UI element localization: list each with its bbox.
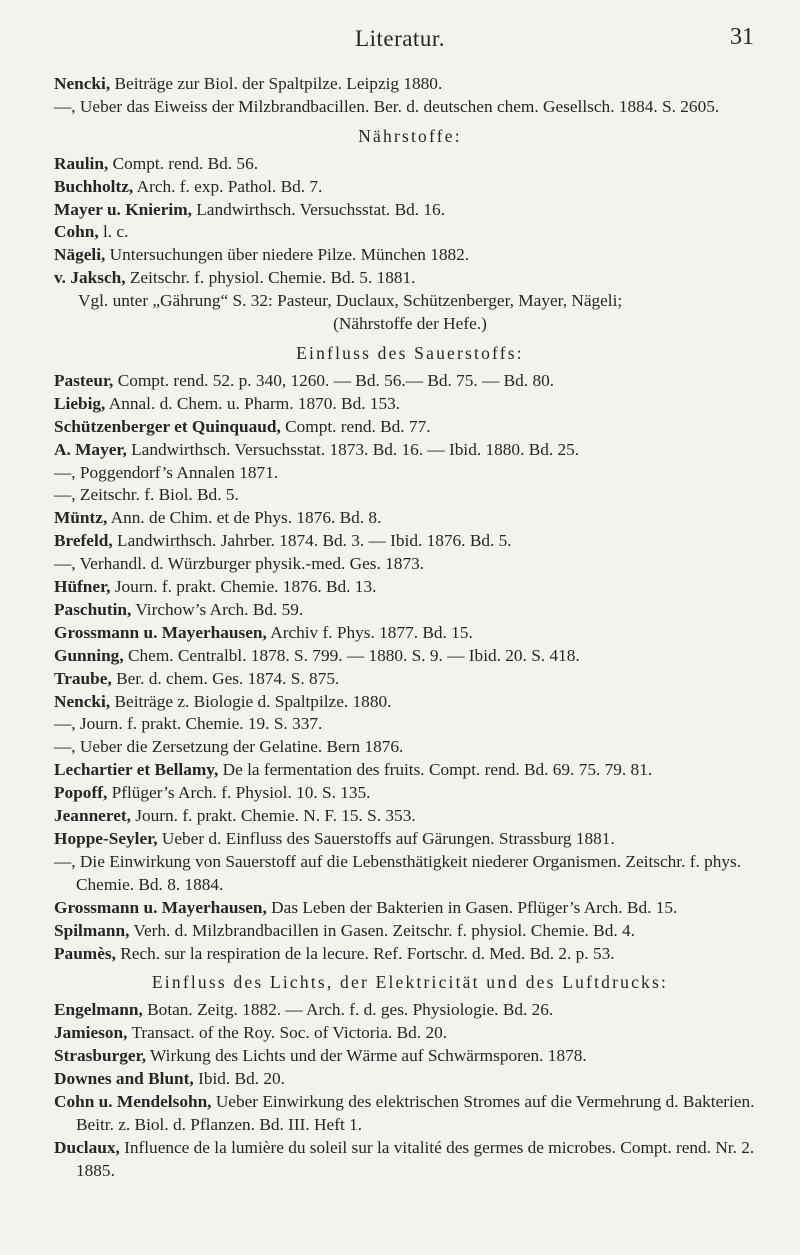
- entry-citation: l. c.: [98, 222, 129, 242]
- entry-author: Pasteur,: [54, 370, 114, 390]
- bibliography-entry: [54, 691, 766, 714]
- bibliography-entry: [54, 736, 766, 759]
- bibliography-entry: [54, 576, 766, 599]
- bibliography-entry: [54, 199, 766, 222]
- entry-citation: Ber. d. chem. Ges. 1874. S. 875.: [111, 668, 340, 688]
- bibliography-entry: [54, 439, 766, 462]
- entry-citation: Compt. rend. Bd. 56.: [108, 153, 259, 173]
- section-heading: Einfluss des Sauerstoffs:: [296, 342, 524, 363]
- entry-author: Gunning,: [54, 645, 124, 665]
- entry-author: Nencki,: [54, 74, 111, 93]
- bibliography-entry: [54, 943, 766, 966]
- bibliography-entry: [54, 645, 766, 668]
- entry-author: Cohn,: [54, 222, 99, 242]
- bibliography-entry: [54, 416, 766, 439]
- entry-author: Hüfner,: [54, 577, 111, 597]
- cross-reference-note: Vgl. unter „Gährung“ S. 32: Pasteur, Duclaux, Schützenberger, Mayer, Nägeli;: [78, 291, 623, 311]
- entry-author: Engelmann,: [54, 1000, 143, 1020]
- entry-author: Jamieson,: [54, 1023, 128, 1043]
- entry-citation: Arch. f. exp. Pathol. Bd. 7.: [133, 176, 323, 196]
- bibliography-entry: [54, 782, 766, 805]
- bibliography-entry: [54, 96, 766, 119]
- entry-author: Duclaux,: [54, 1137, 120, 1157]
- page-number: 31: [730, 24, 754, 50]
- entry-author: Müntz,: [54, 508, 108, 528]
- entry-author: Jeanneret,: [54, 806, 131, 826]
- bibliography-entry: [54, 370, 766, 393]
- entry-citation: Rech. sur la respiration de la lecure. Ref. Fortschr. d. Med. Bd. 2. p. 53.: [115, 943, 615, 963]
- entry-citation: Beiträge z. Biologie d. Spaltpilze. 1880.: [110, 691, 392, 711]
- bibliography-entry: [54, 920, 766, 943]
- bibliography-entry: [54, 244, 766, 267]
- entry-citation: Ueber d. Einfluss des Sauerstoffs auf Gärungen. Strassburg 1881.: [157, 829, 615, 848]
- entry-author: Downes and Blunt,: [54, 1069, 194, 1089]
- bibliography-entry: [54, 851, 766, 897]
- bibliography-entry: [54, 484, 766, 507]
- entry-author: Raulin,: [54, 153, 109, 173]
- bibliography-entry: [54, 759, 766, 782]
- entry-author: Nencki,: [54, 691, 111, 711]
- entry-citation: Compt. rend. 52. p. 340, 1260. — Bd. 56.— Bd. 75. — Bd. 80.: [113, 370, 555, 390]
- bibliography-entry: [54, 999, 766, 1022]
- entry-citation: Pflüger’s Arch. f. Physiol. 10. S. 135.: [107, 783, 371, 803]
- entry-author: Schützenberger et Quinquaud,: [54, 416, 281, 436]
- entry-citation: Wirkung des Lichts und der Wärme auf Schwärmsporen. 1878.: [146, 1046, 587, 1066]
- entry-author: Paschutin,: [54, 599, 132, 619]
- entry-citation: Chem. Centralbl. 1878. S. 799. — 1880. S. 9. — Ibid. 20. S. 418.: [123, 645, 580, 665]
- entry-citation: Compt. rend. Bd. 77.: [280, 416, 431, 436]
- entry-citation: Beiträge zur Biol. der Spaltpilze. Leipzig 1880.: [110, 74, 443, 93]
- entry-citation: Ueber Einwirkung des elektrischen Stromes auf die Vermehrung d. Bakterien. Beitr. z. Biol. d. Pflanzen. Bd. III. Heft 1.: [76, 1091, 755, 1134]
- cross-reference-note: (Nährstoffe der Hefe.): [333, 314, 487, 334]
- bibliography-entry: [54, 176, 766, 199]
- bibliography-entry: [54, 393, 766, 416]
- bibliography-entry: [54, 553, 766, 576]
- bibliography-entry: [54, 462, 766, 485]
- entry-citation: Annal. d. Chem. u. Pharm. 1870. Bd. 153.: [105, 393, 401, 413]
- entry-citation: Archiv f. Phys. 1877. Bd. 15.: [266, 622, 473, 642]
- bibliography-entry: [54, 221, 766, 244]
- bibliography-entry: [54, 507, 766, 530]
- bibliography-entry: [54, 1045, 766, 1068]
- entry-author: Liebig,: [54, 393, 106, 413]
- bibliography-entry: [54, 153, 766, 176]
- running-title: Literatur.: [355, 26, 445, 51]
- bibliography-entry: [54, 897, 766, 920]
- page-header: [0, 16, 800, 56]
- bibliography-entry: [54, 622, 766, 645]
- entry-author: Paumès,: [54, 943, 116, 963]
- entry-author: Brefeld,: [54, 531, 113, 551]
- entry-citation: Untersuchungen über niedere Pilze. München 1882.: [105, 245, 470, 265]
- section-heading: Nährstoffe:: [358, 125, 462, 146]
- entry-citation: Ibid. Bd. 20.: [193, 1069, 285, 1089]
- bibliography-entry: [54, 713, 766, 736]
- entry-author: Mayer u. Knierim,: [54, 199, 192, 219]
- entry-author: Spilmann,: [54, 920, 130, 940]
- entry-citation: Virchow’s Arch. Bd. 59.: [131, 599, 304, 619]
- bibliography-entry: [54, 73, 766, 96]
- entry-citation: Transact. of the Roy. Soc. of Victoria. Bd. 20.: [127, 1023, 448, 1043]
- entry-citation: —, Verhandl. d. Würzburger physik.-med. Ges. 1873.: [54, 554, 425, 574]
- entry-author: Lechartier et Bellamy,: [54, 760, 219, 780]
- bibliography-entry: [54, 805, 766, 828]
- entry-author: Buchholtz,: [54, 176, 134, 196]
- entry-citation: —, Ueber die Zersetzung der Gelatine. Bern 1876.: [54, 737, 404, 757]
- entry-citation: —, Journ. f. prakt. Chemie. 19. S. 337.: [54, 714, 323, 734]
- entry-author: Grossmann u. Mayerhausen,: [54, 897, 267, 917]
- entry-citation: —, Ueber das Eiweiss der Milzbrandbacillen. Ber. d. deutschen chem. Gesellsch. 1884. S. 2605.: [54, 96, 720, 116]
- section-heading: Einfluss des Lichts, der Elektricität und des Luftdrucks:: [151, 972, 669, 993]
- bibliography-entry: [54, 530, 766, 553]
- entry-citation: Ann. de Chim. et de Phys. 1876. Bd. 8.: [107, 508, 382, 528]
- bibliography-entry: [54, 1068, 766, 1091]
- entry-author: Cohn u. Mendelsohn,: [54, 1091, 212, 1111]
- entry-citation: Journ. f. prakt. Chemie. N. F. 15. S. 353.: [130, 806, 416, 826]
- entry-author: Grossmann u. Mayerhausen,: [54, 622, 267, 642]
- bibliography-entry: [54, 668, 766, 691]
- entry-citation: Journ. f. prakt. Chemie. 1876. Bd. 13.: [110, 577, 377, 597]
- entry-author: Nägeli,: [54, 245, 106, 265]
- entry-citation: Influence de la lumière du soleil sur la vitalité des germes de microbes. Compt. rend. Nr. 2. 1885.: [76, 1137, 755, 1180]
- entry-citation: Das Leben der Bakterien in Gasen. Pflüger’s Arch. Bd. 15.: [266, 897, 678, 917]
- entry-citation: De la fermentation des fruits. Compt. rend. Bd. 69. 75. 79. 81.: [218, 760, 653, 780]
- bibliography-entry: [54, 1137, 766, 1183]
- entry-citation: —, Zeitschr. f. Biol. Bd. 5.: [54, 485, 239, 505]
- entry-author: A. Mayer,: [54, 439, 127, 459]
- bibliography-entry: [54, 828, 766, 851]
- bibliography-entry: [54, 267, 766, 290]
- entry-author: Traube,: [54, 668, 112, 688]
- bibliography-entry: [54, 1091, 766, 1137]
- entry-author: Hoppe-Seyler,: [54, 829, 158, 848]
- entry-citation: —, Poggendorf’s Annalen 1871.: [54, 462, 279, 482]
- entry-citation: Verh. d. Milzbrandbacillen in Gasen. Zeitschr. f. physiol. Chemie. Bd. 4.: [129, 920, 635, 940]
- entry-author: Popoff,: [54, 783, 108, 803]
- bibliography-body: [54, 73, 766, 1183]
- entry-citation: Botan. Zeitg. 1882. — Arch. f. d. ges. Physiologie. Bd. 26.: [142, 1000, 554, 1020]
- entry-citation: Landwirthsch. Jahrber. 1874. Bd. 3. — Ibid. 1876. Bd. 5.: [112, 531, 512, 551]
- entry-citation: Zeitschr. f. physiol. Chemie. Bd. 5. 1881.: [125, 268, 416, 288]
- entry-citation: Landwirthsch. Versuchsstat. Bd. 16.: [191, 199, 446, 219]
- entry-citation: Landwirthsch. Versuchsstat. 1873. Bd. 16. — Ibid. 1880. Bd. 25.: [126, 439, 580, 459]
- bibliography-entry: [54, 599, 766, 622]
- entry-author: v. Jaksch,: [54, 268, 126, 288]
- entry-author: Strasburger,: [54, 1046, 147, 1066]
- entry-citation: —, Die Einwirkung von Sauerstoff auf die Lebensthätigkeit niederer Organismen. Zeitschr. f. phys. Chemie. Bd. 8. 1884.: [54, 851, 742, 894]
- bibliography-entry: [54, 1022, 766, 1045]
